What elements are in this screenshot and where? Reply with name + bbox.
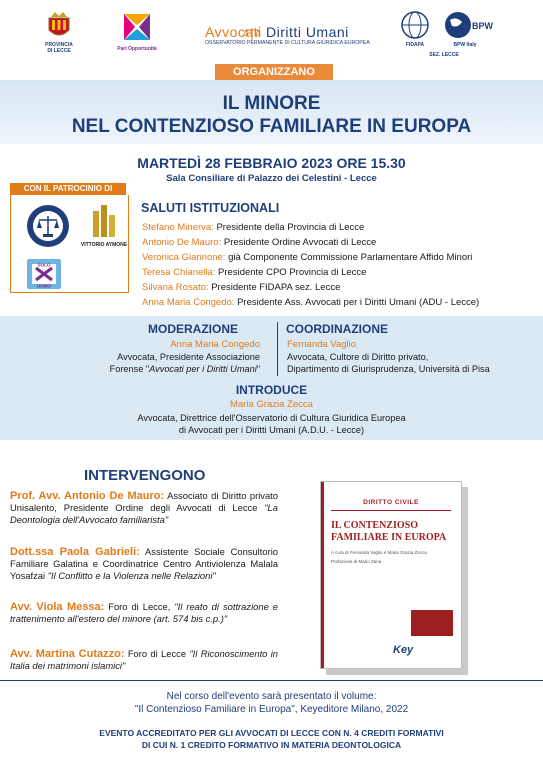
- book-rule: [331, 510, 451, 511]
- event-venue: Sala Consiliare di Palazzo dei Celestini - Lecce: [166, 173, 377, 184]
- book-cover: [320, 481, 462, 669]
- book-preface: Prefazione di Mario Zana: [331, 559, 382, 564]
- bpw-globe-icon: [442, 10, 493, 40]
- pari-opportunita-logo: Pari Opportunità: [115, 10, 159, 52]
- book-spine: [321, 482, 324, 668]
- saluti-item: Teresa Chianella: Presidente CPO Provincia di Lecce: [142, 267, 367, 278]
- book-authors: A cura di Fernanda Vaglio e Maria Grazia Zecca: [331, 550, 427, 555]
- coordinazione-desc: Avvocata, Cultore di Diritto privato, Dipartimento di Giurisprudenza, Università di Pisa: [287, 352, 490, 374]
- solo-uomo-logo-icon: [27, 259, 61, 289]
- footer-credits-line1: EVENTO ACCREDITATO PER GLI AVVOCATI DI LECCE CON N. 4 CREDITI FORMATIVI: [99, 728, 444, 738]
- section-divider: [277, 322, 278, 376]
- bpw-italy-logo: BPW BPW Italy: [440, 10, 490, 48]
- vittorio-aymone-logo-icon: [80, 201, 128, 251]
- patrocinio-label: CON IL PATROCINIO DI: [10, 183, 126, 195]
- saluti-title: SALUTI ISTITUZIONALI: [141, 201, 280, 215]
- provincia-crest-icon: [47, 10, 71, 40]
- svg-text:BPW: BPW: [472, 21, 493, 31]
- speaker-item: Avv. Martina Cutazzo: Foro di Lecce "Il Riconoscimento in Italia dei matrimoni islamici": [10, 648, 278, 672]
- footer-book-title: "Il Contenzioso Familiare in Europa", Keyeditore Milano, 2022: [134, 704, 409, 715]
- svg-text:SOLO: SOLO: [37, 262, 51, 268]
- sez-lecce-label: SEZ. LECCE: [429, 52, 459, 58]
- coordinazione-title: COORDINAZIONE: [286, 322, 388, 336]
- saluti-item: Stefano Minerva: Presidente della Provincia di Lecce: [142, 222, 365, 233]
- adu-subtitle: OSSERVATORIO PERMANENTE DI CULTURA GIURIDICA EUROPEA: [205, 40, 370, 46]
- footer-credits-line2: DI CUI N. 1 CREDITO FORMATIVO IN MATERIA DEONTOLOGICA: [141, 740, 402, 750]
- book-publisher: Key: [393, 644, 414, 656]
- book-title: IL CONTENZIOSO FAMILIARE IN EUROPA: [331, 520, 447, 543]
- moderazione-title: MODERAZIONE: [148, 322, 238, 336]
- speaker-item: Dott.ssa Paola Gabrieli: Assistente Sociale Consultorio Familiare Galatina e Coordinatrice Centro Antiviolenza Malala Yosafzai "Il Conflitto e la Violenza nelle Relazioni": [10, 546, 279, 581]
- book-series: DIRITTO CIVILE: [363, 499, 419, 506]
- patrocinio-box: [10, 195, 129, 293]
- adu-title: Avvocati Diritti Umani: [205, 24, 349, 40]
- intervengono-title: INTERVENGONO: [84, 467, 206, 484]
- saluti-list: [142, 220, 479, 310]
- saluti-item: Silvana Rosato: Presidente FIDAPA sez. Lecce: [142, 282, 341, 293]
- ordine-avvocati-seal-icon: [25, 203, 71, 249]
- introduce-title: INTRODUCE: [235, 383, 308, 397]
- speaker-item: Avv. Viola Messa: Foro di Lecce, "Il reato di sottrazione e trattenimento all'estero del minore (art. 574 bis c.p.)": [10, 601, 278, 625]
- moderazione-desc: Avvocata, Presidente Associazione Forense "Avvocati per i Diritti Umani": [109, 352, 260, 374]
- footer-book-intro: Nel corso dell'evento sarà presentato il volume:: [166, 691, 377, 702]
- svg-text:UOMO: UOMO: [37, 283, 51, 289]
- coordinazione-name: Fernanda Vaglio: [287, 339, 357, 350]
- event-date: MARTEDÌ 28 FEBBRAIO 2023 ORE 15.30: [137, 155, 406, 171]
- footer-top-rule: [0, 680, 543, 681]
- provincia-lecce-logo: PROVINCIA DI LECCE: [44, 10, 74, 54]
- book-red-label: [411, 610, 453, 636]
- svg-text:VITTORIO AYMONE: VITTORIO AYMONE: [80, 242, 128, 248]
- saluti-item: Anna Maria Congedo: Presidente Ass. Avvocati per i Diritti Umani (ADU - Lecce): [142, 297, 480, 308]
- scales-of-justice-icon: [244, 27, 260, 41]
- introduce-desc: Avvocata, Direttrice dell'Osservatorio di Cultura Giuridica Europea di Avvocati per i Diritti Umani (A.D.U. - Lecce): [137, 413, 406, 435]
- event-title-line1: IL MINORE: [222, 93, 321, 114]
- fidapa-logo: FIDAPA: [398, 10, 432, 48]
- saluti-item: Antonio De Mauro: Presidente Ordine Avvocati di Lecce: [142, 237, 377, 248]
- pari-opportunita-icon: [120, 10, 154, 44]
- organizzano-band: ORGANIZZANO: [215, 64, 333, 80]
- fidapa-globe-icon: [400, 10, 430, 40]
- event-title-line2: NEL CONTENZIOSO FAMILIARE IN EUROPA: [71, 116, 472, 137]
- introduce-name: Maria Grazia Zecca: [230, 399, 313, 410]
- saluti-item: Veronica Giannone: già Componente Commissione Parlamentare Affido Minori: [142, 252, 473, 263]
- speaker-item: Prof. Avv. Antonio De Mauro: Associato di Diritto privato Unisalento, Presidente Ordine degli Avvocati di Lecce "La Deontologia dell'Avvocato familiarista": [10, 490, 278, 525]
- moderazione-name: Anna Maria Congedo: [170, 339, 260, 350]
